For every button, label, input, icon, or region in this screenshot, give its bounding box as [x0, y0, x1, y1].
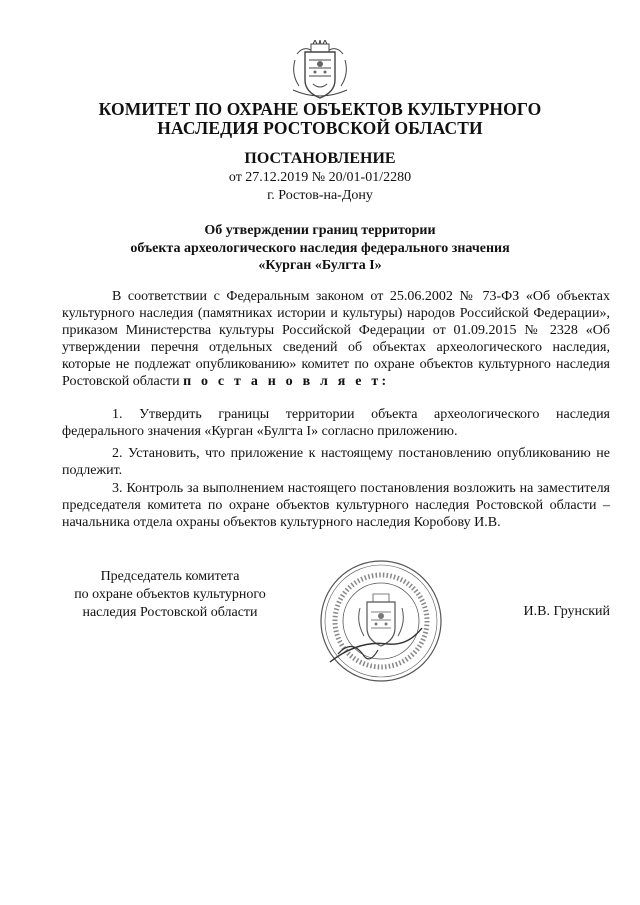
item-3: 3. Контроль за выполнением настоящего постановления возложить на заместителя председателя комитета по охране объектов культурного наследия Ростовской области – начальника отдела охраны объектов культурного наследия Коробову И.В.: [62, 481, 610, 530]
org-line-2: НАСЛЕДИЯ РОСТОВСКОЙ ОБЛАСТИ: [157, 118, 483, 138]
item-2: 2. Установить, что приложение к настоящему постановлению опубликованию не подлежит.: [62, 446, 610, 478]
signatory-name: И.В. Грунский: [523, 604, 610, 619]
organization-name: [40, 100, 600, 138]
signatory-title-line-2: по охране объектов культурного: [74, 587, 266, 602]
org-line-1: КОМИТЕТ ПО ОХРАНЕ ОБЪЕКТОВ КУЛЬТУРНОГО: [98, 99, 542, 119]
official-seal-icon: [318, 558, 444, 689]
subject-heading: [60, 222, 580, 275]
subject-line-2: объекта археологического наследия федерального значения: [130, 240, 510, 256]
place: г. Ростов-на-Дону: [267, 188, 373, 203]
signatory-title: [55, 568, 285, 622]
document-type: ПОСТАНОВЛЕНИЕ: [244, 150, 396, 167]
subject-line-3: «Курган «Булгта I»: [258, 258, 382, 273]
signatory-title-line-1: Председатель комитета: [100, 569, 240, 584]
resolves-word: п о с т а н о в л я е т:: [183, 373, 390, 389]
preamble-text: В соответствии с Федеральным законом от 25.06.2002 № 73-ФЗ «Об объектах культурного наследия (памятниках истории и культуры) народов Российской Федерации», приказом Министерства культуры Российской Федерации от 01.09.2015 № 2328 «Об утверждении перечня отдельных сведений об объектах археологического наследия, которые не подлежат опубликованию» комитет по охране объектов культурного наследия Ростовской области: [62, 289, 610, 389]
preamble-paragraph: [62, 289, 610, 390]
subject-line-1: Об утверждении границ территории: [204, 223, 436, 238]
item-1: 1. Утвердить границы территории объекта археологического наследия федерального значения «Курган «Булгта I» согласно приложению.: [62, 407, 610, 439]
signatory-title-line-3: наследия Ростовской области: [82, 605, 258, 620]
date-number: от 27.12.2019 № 20/01-01/2280: [228, 170, 412, 185]
coat-of-arms-icon: [289, 40, 351, 107]
